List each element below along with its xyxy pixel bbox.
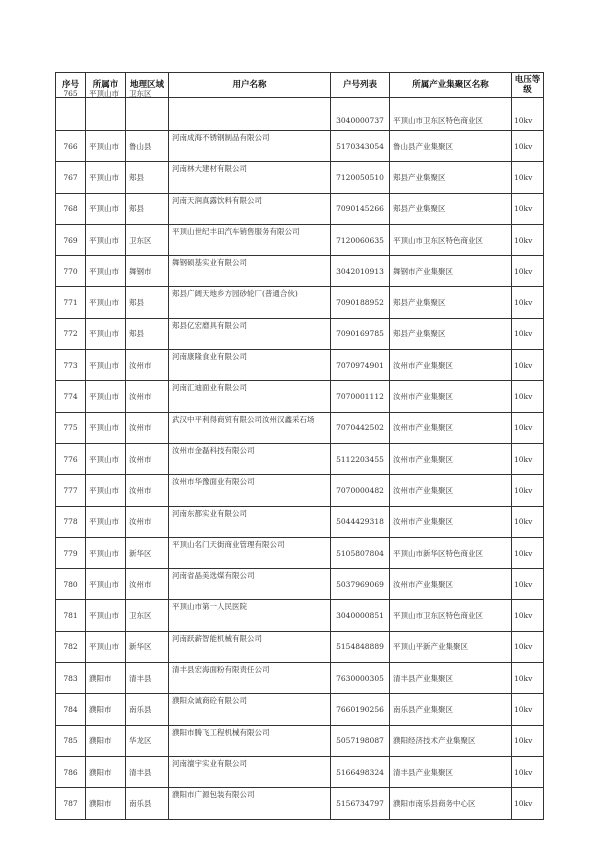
table-row: [56, 412, 544, 443]
table-row: [56, 443, 544, 474]
cell-city: 平顶山市: [86, 350, 126, 381]
cell-zone: 汝州市产业集聚区: [390, 569, 512, 600]
cell-no: 782: [56, 631, 86, 662]
cell-id: 7090169785: [331, 318, 390, 349]
cell-zone: 郏县产业集聚区: [390, 193, 512, 224]
cell-no: 784: [56, 694, 86, 725]
cell-kv: 10kv: [512, 663, 544, 694]
table-row: [56, 506, 544, 537]
cell-kv: 10kv: [512, 788, 544, 819]
cell-zone: 平顶山市卫东区特色商业区: [390, 224, 512, 255]
cell-id: 5037969069: [331, 569, 390, 600]
cell-area: 郏县: [126, 318, 169, 349]
cell-kv: 10kv: [512, 224, 544, 255]
cell-no: 786: [56, 756, 86, 787]
cell-id: 3042010913: [331, 256, 390, 287]
cell-id: 3040000737: [331, 98, 390, 131]
cell-no: 785: [56, 725, 86, 756]
cell-id: 7070000482: [331, 475, 390, 506]
cell-city: 濮阳市: [86, 663, 126, 694]
cell-name: 河南汇迪面业有限公司: [169, 381, 331, 412]
cell-name: 河南康隆食业有限公司: [169, 350, 331, 381]
table-row: [56, 631, 544, 662]
cell-area: 华龙区: [126, 725, 169, 756]
cell-id: 7090188952: [331, 287, 390, 318]
cell-no: 773: [56, 350, 86, 381]
cell-zone: 汝州市产业集聚区: [390, 412, 512, 443]
cell-city: 平顶山市: [86, 475, 126, 506]
cell-kv: 10kv: [512, 694, 544, 725]
table-row: [56, 475, 544, 506]
cell-no: 783: [56, 663, 86, 694]
cell-kv: 10kv: [512, 756, 544, 787]
cell-kv: 10kv: [512, 569, 544, 600]
header-zone: 所属产业集聚区名称: [390, 73, 512, 98]
cell-name: 河南跃薪智能机械有限公司: [169, 631, 331, 662]
cell-city: 平顶山市: [86, 224, 126, 255]
cell-zone: 汝州市产业集聚区: [390, 506, 512, 537]
cell-kv: 10kv: [512, 631, 544, 662]
table-row: [56, 725, 544, 756]
cell-name: 河南天润真露饮料有限公司: [169, 193, 331, 224]
cell-area: 汝州市: [126, 475, 169, 506]
cell-id: 7070001112: [331, 381, 390, 412]
cell-area: 郏县: [126, 287, 169, 318]
cell-area: 清丰县: [126, 663, 169, 694]
cell-name: 汝州市金磊科技有限公司: [169, 443, 331, 474]
cell-no: 787: [56, 788, 86, 819]
cell-id: 3040000851: [331, 600, 390, 631]
cell-no: 779: [56, 537, 86, 568]
customer-table: [55, 72, 544, 820]
cell-name: 濮阳市广源包装有限公司: [169, 788, 331, 819]
cell-kv: 10kv: [512, 98, 544, 131]
cell-name: 濮阳市腾飞工程机械有限公司: [169, 725, 331, 756]
cell-area: 汝州市: [126, 412, 169, 443]
cell-id: 7120060635: [331, 224, 390, 255]
cell-no: 774: [56, 381, 86, 412]
cell-kv: 10kv: [512, 506, 544, 537]
cell-id: 5044429318: [331, 506, 390, 537]
table-row: [56, 569, 544, 600]
table-row: [56, 756, 544, 787]
cell-kv: 10kv: [512, 443, 544, 474]
table-row: [56, 663, 544, 694]
cell-zone: 汝州市产业集聚区: [390, 350, 512, 381]
cell-no: 771: [56, 287, 86, 318]
cell-kv: 10kv: [512, 162, 544, 193]
cell-no: 765: [56, 98, 86, 131]
header-area: 地理区域: [126, 73, 169, 98]
cell-zone: 濮阳经济技术产业集聚区: [390, 725, 512, 756]
cell-zone: 舞钢市产业集聚区: [390, 256, 512, 287]
cell-id: 5170343054: [331, 131, 390, 162]
table-row: [56, 537, 544, 568]
cell-area: 郏县: [126, 193, 169, 224]
cell-city: 平顶山市: [86, 98, 126, 131]
cell-kv: 10kv: [512, 256, 544, 287]
cell-area: 郏县: [126, 162, 169, 193]
cell-name: 郏县亿宏磨具有限公司: [169, 318, 331, 349]
cell-city: 平顶山市: [86, 131, 126, 162]
cell-kv: 10kv: [512, 381, 544, 412]
table-row: [56, 694, 544, 725]
cell-area: 南乐县: [126, 694, 169, 725]
cell-no: 775: [56, 412, 86, 443]
cell-area: 卫东区: [126, 98, 169, 131]
cell-city: 濮阳市: [86, 756, 126, 787]
table-row: [56, 318, 544, 349]
cell-name: 武汉中平利得商贸有限公司汝州汉鑫采石场: [169, 412, 331, 443]
cell-zone: 汝州市产业集聚区: [390, 475, 512, 506]
cell-city: 平顶山市: [86, 287, 126, 318]
cell-zone: 清丰县产业集聚区: [390, 756, 512, 787]
cell-zone: 郏县产业集聚区: [390, 287, 512, 318]
cell-area: 新华区: [126, 537, 169, 568]
cell-kv: 10kv: [512, 600, 544, 631]
table-row: [56, 162, 544, 193]
cell-zone: 清丰县产业集聚区: [390, 663, 512, 694]
cell-id: 5105807804: [331, 537, 390, 568]
cell-city: 平顶山市: [86, 193, 126, 224]
cell-city: 濮阳市: [86, 694, 126, 725]
cell-area: 汝州市: [126, 506, 169, 537]
cell-city: 平顶山市: [86, 318, 126, 349]
cell-zone: 平顶山平新产业集聚区: [390, 631, 512, 662]
cell-city: 平顶山市: [86, 381, 126, 412]
cell-name: 河南澶宇实业有限公司: [169, 756, 331, 787]
cell-name: 平顶山市第一人民医院: [169, 600, 331, 631]
cell-city: 平顶山市: [86, 506, 126, 537]
cell-city: 平顶山市: [86, 412, 126, 443]
cell-id: 7070974901: [331, 350, 390, 381]
table-row: [56, 788, 544, 819]
header-no: 序号: [56, 73, 86, 98]
cell-zone: 鲁山县产业集聚区: [390, 131, 512, 162]
cell-name: 河南省晶美选煤有限公司: [169, 569, 331, 600]
cell-zone: 南乐县产业集聚区: [390, 694, 512, 725]
cell-area: 汝州市: [126, 350, 169, 381]
header-city: 所属市: [86, 73, 126, 98]
cell-name: [169, 98, 331, 131]
cell-zone: 濮阳市南乐县商务中心区: [390, 788, 512, 819]
table-row: [56, 600, 544, 631]
cell-zone: 汝州市产业集聚区: [390, 443, 512, 474]
cell-name: 濮阳众诚商砼有限公司: [169, 694, 331, 725]
cell-name: 河南东都实业有限公司: [169, 506, 331, 537]
cell-area: 舞钢市: [126, 256, 169, 287]
cell-kv: 10kv: [512, 725, 544, 756]
cell-city: 濮阳市: [86, 725, 126, 756]
table-row: [56, 224, 544, 255]
cell-kv: 10kv: [512, 318, 544, 349]
cell-no: 770: [56, 256, 86, 287]
cell-area: 新华区: [126, 631, 169, 662]
cell-no: 780: [56, 569, 86, 600]
cell-name: 河南林大建材有限公司: [169, 162, 331, 193]
cell-kv: 10kv: [512, 193, 544, 224]
header-id: 户号列表: [331, 73, 390, 98]
cell-kv: 10kv: [512, 131, 544, 162]
header-name: 用户名称: [169, 73, 331, 98]
cell-id: 5112203455: [331, 443, 390, 474]
cell-no: 772: [56, 318, 86, 349]
cell-no: 769: [56, 224, 86, 255]
cell-name: 平顶山名门天街商业管理有限公司: [169, 537, 331, 568]
cell-id: 5166498324: [331, 756, 390, 787]
cell-id: 7070442502: [331, 412, 390, 443]
cell-zone: 郏县产业集聚区: [390, 318, 512, 349]
cell-id: 5057198087: [331, 725, 390, 756]
cell-city: 平顶山市: [86, 631, 126, 662]
table-row: [56, 287, 544, 318]
cell-area: 卫东区: [126, 600, 169, 631]
cell-id: 7120050510: [331, 162, 390, 193]
cell-name: 清丰县宏海面粉有限责任公司: [169, 663, 331, 694]
cell-area: 汝州市: [126, 443, 169, 474]
cell-zone: 平顶山市卫东区特色商业区: [390, 600, 512, 631]
cell-area: 汝州市: [126, 381, 169, 412]
cell-zone: 郏县产业集聚区: [390, 162, 512, 193]
cell-no: 766: [56, 131, 86, 162]
cell-id: 7090145266: [331, 193, 390, 224]
cell-name: 河南成海不锈钢制品有限公司: [169, 131, 331, 162]
cell-city: 平顶山市: [86, 443, 126, 474]
cell-no: 781: [56, 600, 86, 631]
cell-city: 平顶山市: [86, 600, 126, 631]
cell-name: 平顶山世纪丰田汽车销售服务有限公司: [169, 224, 331, 255]
cell-kv: 10kv: [512, 475, 544, 506]
cell-zone: 平顶山市卫东区特色商业区: [390, 98, 512, 131]
cell-area: 南乐县: [126, 788, 169, 819]
cell-kv: 10kv: [512, 287, 544, 318]
cell-name: 舞钢硕基实业有限公司: [169, 256, 331, 287]
cell-city: 平顶山市: [86, 162, 126, 193]
cell-area: 汝州市: [126, 569, 169, 600]
cell-id: 5156734797: [331, 788, 390, 819]
cell-city: 濮阳市: [86, 788, 126, 819]
cell-id: 7630000305: [331, 663, 390, 694]
cell-no: 777: [56, 475, 86, 506]
cell-no: 767: [56, 162, 86, 193]
table-row: [56, 193, 544, 224]
cell-zone: 平顶山市新华区特色商业区: [390, 537, 512, 568]
table-row: [56, 350, 544, 381]
cell-city: 平顶山市: [86, 537, 126, 568]
cell-name: 郏县广阔天地乡方园砂轮厂(普通合伙): [169, 287, 331, 318]
table-row: [56, 381, 544, 412]
cell-no: 768: [56, 193, 86, 224]
cell-city: 平顶山市: [86, 256, 126, 287]
table-row: [56, 256, 544, 287]
cell-city: 平顶山市: [86, 569, 126, 600]
cell-no: 776: [56, 443, 86, 474]
table-row: [56, 131, 544, 162]
cell-kv: 10kv: [512, 537, 544, 568]
table-row-partial: [56, 98, 544, 131]
cell-name: 汝州市华豫面业有限公司: [169, 475, 331, 506]
cell-kv: 10kv: [512, 350, 544, 381]
cell-area: 卫东区: [126, 224, 169, 255]
cell-kv: 10kv: [512, 412, 544, 443]
cell-no: 778: [56, 506, 86, 537]
header-kv: 电压等级: [512, 73, 544, 98]
cell-zone: 汝州市产业集聚区: [390, 381, 512, 412]
cell-area: 清丰县: [126, 756, 169, 787]
cell-id: 7660190256: [331, 694, 390, 725]
cell-id: 5154848889: [331, 631, 390, 662]
cell-area: 鲁山县: [126, 131, 169, 162]
